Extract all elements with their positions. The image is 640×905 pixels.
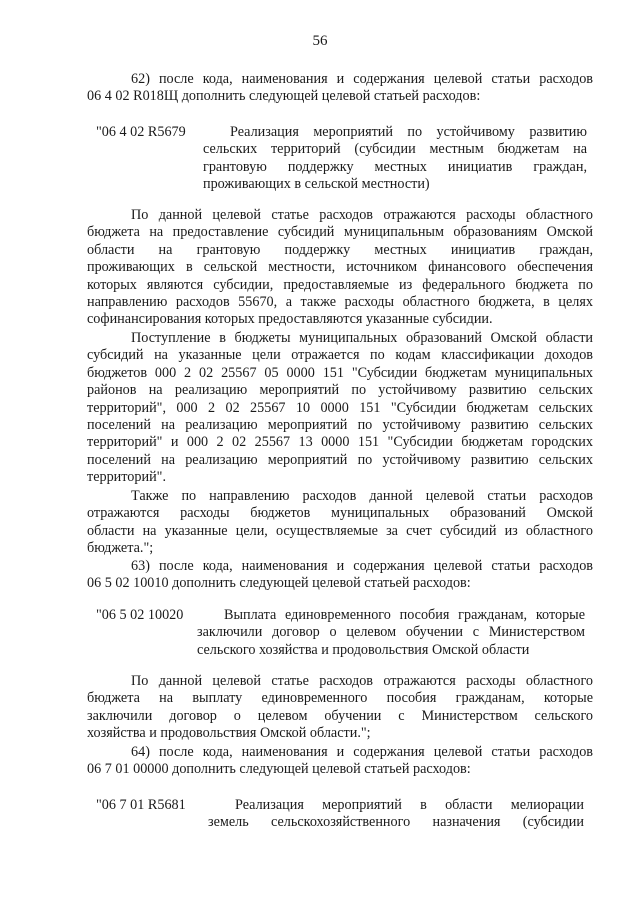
text-line: заключили договор о целевом обучении с Министерством — [197, 624, 585, 641]
text-line: 64) после кода, наименования и содержания целевой статьи расходов — [131, 744, 593, 760]
target-description-2 — [197, 607, 585, 659]
text-line: хозяйства и продовольствия Омской области."; — [87, 725, 371, 742]
target-description-3 — [208, 797, 584, 832]
text-line: территорий", 000 2 02 25567 10 0000 151 "Субсидии бюджетам сельских — [87, 399, 593, 416]
text-line: По данной целевой статье расходов отражаются расходы областного — [131, 673, 593, 689]
text-line: земель сельскохозяйственного назначения (субсидии — [208, 814, 584, 831]
text-line: бюджетов 000 2 02 25567 05 0000 151 "Субсидии бюджетам муниципальных — [87, 364, 593, 381]
text-line: 62) после кода, наименования и содержания целевой статьи расходов — [131, 71, 593, 87]
text-line: отражаются расходы бюджетов муниципальных образований Омской — [87, 505, 593, 522]
text-line: субсидий на указанные цели отражается по кодам классификации доходов — [87, 347, 593, 364]
paragraph-3 — [87, 488, 593, 558]
text-line: грантовую поддержку местных инициатив граждан, — [203, 158, 587, 175]
text-line: проживающих в сельской местности, источником финансового обеспечения — [87, 259, 593, 276]
item-63-text — [87, 558, 593, 593]
text-line: Также по направлению расходов данной целевой статьи расходов — [131, 488, 593, 504]
target-code-1: "06 4 02 R5679 — [96, 124, 186, 140]
item-62-text — [87, 71, 593, 106]
text-line: которых являются субсидии, предоставляемые из федерального бюджета по — [87, 276, 593, 293]
text-line: территорий" и 000 2 02 25567 13 0000 151 "Субсидии бюджетам городских — [87, 434, 593, 451]
paragraph-4 — [87, 673, 593, 743]
target-code-3: "06 7 01 R5681 — [96, 797, 186, 813]
text-line: Поступление в бюджеты муниципальных образований Омской области — [131, 330, 593, 346]
item-64-text — [87, 744, 593, 779]
paragraph-1 — [87, 207, 593, 329]
text-line: области на указанные цели, осуществляемые за счет субсидий из областного — [87, 522, 593, 539]
text-line: поселений на реализацию мероприятий по устойчивому развитию сельских — [87, 451, 593, 468]
paragraph-2 — [87, 330, 593, 487]
text-line: 06 5 02 10010 дополнить следующей целевой статьей расходов: — [87, 575, 471, 592]
text-line: сельских территорий (субсидии местным бюджетам на — [203, 141, 587, 158]
text-line: проживающих в сельской местности) — [203, 176, 430, 193]
text-line: 06 4 02 R018Щ дополнить следующей целевой статьей расходов: — [87, 88, 481, 105]
text-line: софинансирования которых предоставляются указанные субсидии. — [87, 311, 493, 328]
text-line: бюджета на выплату единовременного пособия гражданам, которые — [87, 690, 593, 707]
text-line: направлению расходов 55670, а также расходы областного бюджета, в целях — [87, 294, 593, 311]
text-line: По данной целевой статье расходов отражаются расходы областного — [131, 207, 593, 223]
text-line: заключили договор о целевом обучении с Министерством сельского — [87, 707, 593, 724]
text-line: 06 7 01 00000 дополнить следующей целевой статьей расходов: — [87, 761, 471, 778]
text-line: области на грантовую поддержку местных инициатив граждан, — [87, 241, 593, 258]
target-code-2: "06 5 02 10020 — [96, 607, 184, 623]
text-line: поселений на реализацию мероприятий по устойчивому развитию сельских — [87, 417, 593, 434]
target-description-1 — [203, 124, 587, 194]
text-line: бюджета на предоставление субсидий муниципальным образованиям Омской — [87, 224, 593, 241]
text-line: 63) после кода, наименования и содержания целевой статьи расходов — [131, 558, 593, 574]
text-line: Выплата единовременного пособия гражданам, которые — [224, 607, 585, 623]
page-number: 56 — [312, 33, 328, 49]
text-line: бюджета."; — [87, 540, 154, 557]
text-line: Реализация мероприятий в области мелиорации — [235, 797, 584, 813]
text-line: территорий". — [87, 469, 167, 486]
text-line: районов на реализацию мероприятий по устойчивому развитию сельских — [87, 382, 593, 399]
text-line: Реализация мероприятий по устойчивому развитию — [230, 124, 587, 140]
text-line: сельского хозяйства и продовольствия Омской области — [197, 641, 530, 658]
